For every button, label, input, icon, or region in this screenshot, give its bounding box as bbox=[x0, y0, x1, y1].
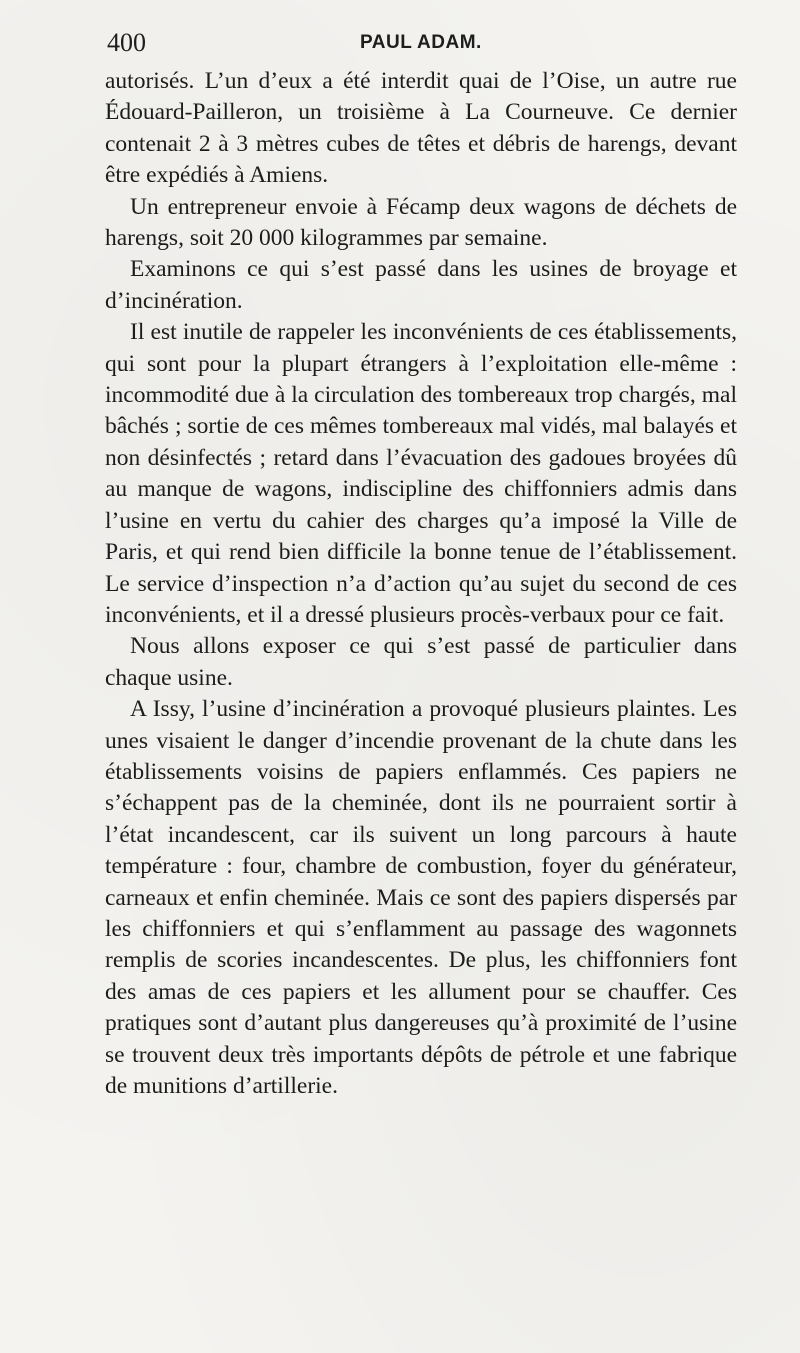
paragraph: Un entrepreneur envoie à Fécamp deux wagons de déchets de harengs, soit 20 000 kilogrammes par semaine. bbox=[105, 193, 737, 252]
page-header bbox=[107, 28, 737, 58]
page-number: 400 bbox=[107, 28, 146, 57]
running-head: PAUL ADAM. bbox=[360, 32, 482, 53]
paragraph: Examinons ce qui s’est passé dans les usines de broyage et d’incinération. bbox=[105, 256, 737, 314]
paragraph: A Issy, l’usine d’incinération a provoqué plusieurs plaintes. Les unes visaient le danger d’incendie provenant de la chute dans les établissements voisins de papiers enflammés. Ces papiers ne s’échappent pas de la cheminée, dont ils ne pourraient sortir à l’état incandescent, car ils suivent un long parcours à haute température : four, chambre de combustion, foyer du générateur, carneaux et enfin cheminée. Mais ce sont des papiers dispersés par les chiffonniers et qui s’enflamment au passage des wagonnets remplis de scories incandescentes. De plus, les chiffonniers font des amas de ces papiers et les allument pour se chauffer. Ces pratiques sont d’autant plus dangereuses qu’à proximité de l’usine se trouvent deux très importants dépôts de pétrole et une fabrique de munitions d’artillerie. bbox=[105, 696, 737, 1099]
paragraph: Nous allons exposer ce qui s’est passé de particulier dans chaque usine. bbox=[105, 633, 737, 691]
paragraph: Il est inutile de rappeler les inconvénients de ces établissements, qui sont pour la plupart étrangers à l’exploitation elle-même : incommodité due à la circulation des tombereaux trop chargés, mal bâchés ; sortie de ces mêmes tombereaux mal vidés, mal balayés et non désinfectés ; retard dans l’évacuation des gadoues broyées dû au manque de wagons, indiscipline des chiffonniers admis dans l’usine en vertu du cahier des charges qu’a imposé la Ville de Paris, et qui rend bien difficile la bonne tenue de l’établissement. Le service d’inspection n’a d’action qu’au sujet du second de ces inconvénients, et il a dressé plusieurs procès-verbaux pour ce fait. bbox=[105, 319, 737, 628]
body-text bbox=[105, 66, 737, 1102]
paragraph-continuation: autorisés. L’un d’eux a été interdit quai de l’Oise, un autre rue Édouard-Pailleron, un troisième à La Courneuve. Ce dernier contenait 2 à 3 mètres cubes de têtes et débris de harengs, devant être expédiés à Amiens. bbox=[105, 68, 737, 189]
